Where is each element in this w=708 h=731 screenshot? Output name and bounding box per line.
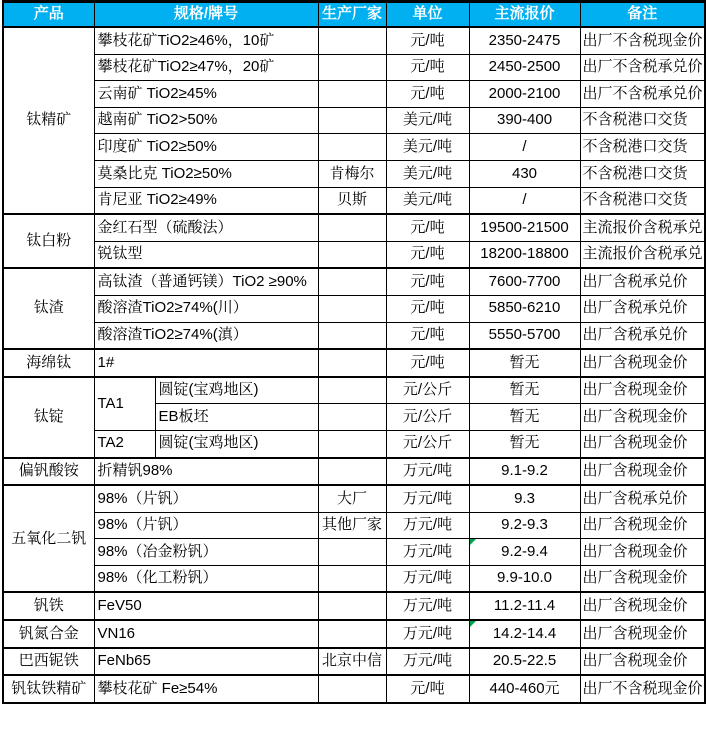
header-product (3, 2, 94, 28)
header-product-text: 产品 (33, 5, 64, 23)
unit-cell (386, 592, 469, 620)
price-cell (469, 512, 580, 539)
price-cell (469, 349, 580, 377)
note-cell-text: 出厂含税现金价 (582, 462, 688, 480)
unit-cell-text: 元/吨 (410, 299, 445, 317)
note-cell (580, 648, 705, 676)
unit-cell (386, 458, 469, 486)
spec-cell (94, 241, 318, 268)
unit-cell-text: 美元/吨 (402, 137, 453, 155)
product-cell (3, 485, 94, 592)
note-cell-text: 出厂含税现金价 (582, 434, 688, 452)
note-cell (580, 620, 705, 648)
price-cell-text: / (522, 191, 527, 209)
unit-cell (386, 160, 469, 187)
maker-cell (318, 430, 386, 457)
table-row (3, 268, 705, 295)
spec-cell (94, 214, 318, 241)
table-row (3, 565, 705, 592)
unit-cell (386, 27, 469, 54)
price-cell (469, 27, 580, 54)
table-row (3, 214, 705, 241)
spec-cell-text: 98%（片钒） (97, 489, 188, 507)
maker-cell-text: 北京中信 (322, 652, 383, 670)
note-cell-text: 出厂不含税承兑价 (582, 84, 703, 102)
note-cell (580, 295, 705, 322)
note-cell (580, 107, 705, 134)
price-cell-text: 390-400 (496, 111, 553, 129)
note-cell (580, 268, 705, 295)
unit-cell-text: 元/吨 (410, 326, 445, 344)
header-row (3, 2, 705, 28)
spec-cell (94, 27, 318, 54)
price-cell (469, 377, 580, 404)
spec-cell-text: 肯尼亚 TiO2≥49% (97, 191, 217, 209)
price-cell-text: 11.2-11.4 (493, 597, 556, 615)
maker-cell (318, 54, 386, 81)
spec-cell (94, 107, 318, 134)
note-cell-text: 出厂含税现金价 (582, 407, 688, 425)
maker-cell (318, 295, 386, 322)
price-cell-text: 9.9-10.0 (496, 569, 553, 587)
price-cell-text: 20.5-22.5 (492, 652, 557, 670)
table-row (3, 295, 705, 322)
spec-cell (155, 404, 318, 431)
grade-cell-text: TA2 (97, 434, 124, 452)
unit-cell-text: 元/吨 (410, 679, 445, 697)
unit-cell (386, 322, 469, 349)
spec-cell (94, 620, 318, 648)
note-cell (580, 241, 705, 268)
spec-cell (94, 592, 318, 620)
spec-cell-text: 攀枝花矿 Fe≥54% (97, 679, 218, 697)
price-cell (469, 241, 580, 268)
spec-cell-text: 折精钒98% (97, 462, 173, 480)
price-cell (469, 107, 580, 134)
product-cell (3, 27, 94, 214)
spec-cell (94, 539, 318, 566)
spec-cell (94, 160, 318, 187)
price-cell-text: 暂无 (509, 353, 540, 371)
grade-cell (94, 377, 155, 431)
price-cell-text: 暂无 (509, 381, 540, 399)
note-cell (580, 485, 705, 512)
note-cell-text: 不含税港口交货 (582, 111, 688, 129)
maker-cell (318, 107, 386, 134)
note-cell-text: 出厂含税现金价 (582, 353, 688, 371)
spec-cell-text: 酸溶渣TiO2≥74%(川） (97, 299, 248, 317)
note-cell-text: 出厂含税现金价 (582, 569, 688, 587)
maker-cell (318, 241, 386, 268)
spec-cell-text: EB板坯 (158, 407, 209, 425)
table-row (3, 458, 705, 486)
product-cell (3, 214, 94, 268)
note-cell (580, 512, 705, 539)
table-header (3, 2, 705, 28)
price-cell-text: 2000-2100 (488, 84, 561, 102)
unit-cell-text: 万元/吨 (402, 516, 453, 534)
spec-cell-text: 锐钛型 (97, 245, 143, 263)
product-cell-text: 海绵钛 (26, 353, 72, 371)
table-row (3, 187, 705, 214)
price-cell (469, 620, 580, 648)
product-cell-text: 钒钛铁精矿 (11, 679, 87, 697)
product-cell (3, 458, 94, 486)
table-row (3, 27, 705, 54)
product-cell-text: 钒氮合金 (18, 624, 79, 642)
maker-cell (318, 322, 386, 349)
unit-cell (386, 675, 469, 703)
note-cell-text: 出厂含税承兑价 (582, 299, 688, 317)
unit-cell (386, 214, 469, 241)
spec-cell (94, 295, 318, 322)
unit-cell (386, 268, 469, 295)
note-cell (580, 187, 705, 214)
note-cell-text: 出厂含税承兑价 (582, 326, 688, 344)
spec-cell (94, 512, 318, 539)
product-cell (3, 648, 94, 676)
price-cell (469, 458, 580, 486)
unit-cell (386, 349, 469, 377)
unit-cell-text: 元/吨 (410, 272, 445, 290)
price-cell-text: 5550-5700 (488, 326, 561, 344)
note-cell (580, 377, 705, 404)
header-note (580, 2, 705, 28)
note-cell (580, 539, 705, 566)
spec-cell-text: 98%（片钒） (97, 516, 188, 534)
maker-cell-text: 大厂 (337, 489, 368, 507)
spec-cell-text: VN16 (97, 624, 136, 642)
price-cell (469, 539, 580, 566)
unit-cell (386, 134, 469, 161)
maker-cell (318, 485, 386, 512)
table-row (3, 648, 705, 676)
note-cell (580, 134, 705, 161)
price-cell-text: 5850-6210 (488, 299, 561, 317)
product-cell-text: 巴西铌铁 (18, 652, 79, 670)
unit-cell-text: 万元/吨 (402, 624, 453, 642)
price-cell (469, 485, 580, 512)
green-flag-icon (470, 539, 476, 545)
spec-cell-text: 圆锭(宝鸡地区) (158, 381, 259, 399)
product-cell (3, 377, 94, 458)
spec-cell (94, 322, 318, 349)
note-cell-text: 主流报价含税承兑 (582, 245, 703, 263)
table-row (3, 241, 705, 268)
maker-cell (318, 592, 386, 620)
spec-cell (94, 268, 318, 295)
spec-cell-text: 攀枝花矿TiO2≥47%，20矿 (97, 58, 275, 76)
product-cell (3, 675, 94, 703)
header-price-text: 主流报价 (494, 5, 555, 23)
header-price (469, 2, 580, 28)
price-cell-text: 暂无 (509, 407, 540, 425)
price-cell (469, 295, 580, 322)
table-row (3, 322, 705, 349)
price-cell (469, 648, 580, 676)
unit-cell-text: 美元/吨 (402, 111, 453, 129)
unit-cell (386, 648, 469, 676)
header-spec-text: 规格/牌号 (173, 5, 239, 23)
unit-cell-text: 元/吨 (410, 218, 445, 236)
note-cell-text: 出厂含税现金价 (582, 381, 688, 399)
maker-cell (318, 404, 386, 431)
note-cell (580, 214, 705, 241)
product-cell-text: 钛渣 (33, 299, 64, 317)
spec-cell (94, 458, 318, 486)
note-cell (580, 458, 705, 486)
note-cell-text: 出厂含税现金价 (582, 597, 688, 615)
note-cell (580, 565, 705, 592)
unit-cell (386, 241, 469, 268)
price-cell-text: 暂无 (509, 434, 540, 452)
table-row (3, 349, 705, 377)
note-cell (580, 430, 705, 457)
price-cell-text: 7600-7700 (488, 272, 561, 290)
spec-cell (94, 54, 318, 81)
note-cell-text: 出厂含税承兑价 (582, 489, 688, 507)
maker-cell (318, 539, 386, 566)
unit-cell-text: 万元/吨 (402, 542, 453, 560)
note-cell (580, 81, 705, 108)
unit-cell-text: 元/公斤 (402, 381, 453, 399)
table-row (3, 160, 705, 187)
price-cell (469, 565, 580, 592)
price-cell-text: 9.2-9.4 (501, 542, 548, 560)
unit-cell (386, 430, 469, 457)
price-cell-text: 9.1-9.2 (501, 462, 548, 480)
maker-cell (318, 81, 386, 108)
note-cell-text: 出厂含税现金价 (582, 516, 688, 534)
maker-cell (318, 27, 386, 54)
unit-cell (386, 377, 469, 404)
product-cell-text: 钒铁 (33, 597, 64, 615)
spec-cell-text: 1# (97, 353, 115, 371)
unit-cell-text: 元/吨 (410, 84, 445, 102)
spec-cell-text: 高钛渣（普通钙镁）TiO2 ≥90% (97, 272, 307, 290)
maker-cell (318, 648, 386, 676)
note-cell-text: 出厂不含税现金价 (582, 679, 703, 697)
table-row (3, 592, 705, 620)
unit-cell-text: 元/吨 (410, 353, 445, 371)
price-cell (469, 134, 580, 161)
unit-cell (386, 187, 469, 214)
price-cell-text: 430 (512, 164, 538, 182)
note-cell-text: 出厂含税现金价 (582, 652, 688, 670)
note-cell (580, 675, 705, 703)
product-cell-text: 钛精矿 (26, 111, 72, 129)
price-cell-text: 19500-21500 (480, 218, 569, 236)
price-cell-text: 2450-2500 (488, 58, 561, 76)
spec-cell (94, 648, 318, 676)
product-cell-text: 钛白粉 (26, 232, 72, 249)
table-row (3, 134, 705, 161)
note-cell-text: 不含税港口交货 (582, 164, 688, 182)
table-row (3, 675, 705, 703)
note-cell-text: 主流报价含税承兑 (582, 218, 703, 236)
price-cell (469, 430, 580, 457)
unit-cell (386, 295, 469, 322)
maker-cell (318, 512, 386, 539)
spec-cell-text: 酸溶渣TiO2≥74%(滇） (97, 326, 248, 344)
table-row (3, 54, 705, 81)
header-note-text: 备注 (627, 5, 658, 23)
unit-cell-text: 万元/吨 (402, 569, 453, 587)
product-cell-text: 五氧化二钒 (11, 529, 87, 547)
maker-cell-text: 贝斯 (337, 191, 368, 209)
spec-cell (155, 430, 318, 457)
unit-cell-text: 万元/吨 (402, 597, 453, 615)
spec-cell-text: 云南矿 TiO2≥45% (97, 84, 217, 102)
table-row (3, 377, 705, 404)
unit-cell-text: 美元/吨 (402, 191, 453, 209)
spec-cell (94, 349, 318, 377)
price-cell-text: / (522, 137, 527, 155)
spec-cell (94, 485, 318, 512)
product-cell (3, 620, 94, 648)
unit-cell (386, 404, 469, 431)
price-cell (469, 81, 580, 108)
unit-cell (386, 512, 469, 539)
unit-cell (386, 485, 469, 512)
header-unit-text: 单位 (412, 5, 443, 23)
table-row (3, 485, 705, 512)
unit-cell (386, 565, 469, 592)
maker-cell (318, 377, 386, 404)
unit-cell-text: 元/吨 (410, 245, 445, 263)
unit-cell-text: 元/公斤 (402, 407, 453, 425)
unit-cell-text: 万元/吨 (402, 652, 453, 670)
price-cell (469, 54, 580, 81)
product-cell (3, 268, 94, 349)
note-cell (580, 27, 705, 54)
spec-cell-text: 98%（冶金粉钒） (97, 542, 218, 560)
header-unit (386, 2, 469, 28)
spec-cell (94, 81, 318, 108)
maker-cell (318, 214, 386, 241)
table-body (3, 27, 705, 703)
note-cell-text: 出厂含税承兑价 (582, 272, 688, 290)
unit-cell-text: 元/公斤 (402, 434, 453, 452)
spec-cell (94, 187, 318, 214)
product-cell (3, 349, 94, 377)
unit-cell-text: 万元/吨 (402, 462, 453, 480)
spec-cell-text: FeNb65 (97, 652, 151, 670)
note-cell (580, 322, 705, 349)
price-cell-text: 2350-2475 (488, 31, 561, 49)
price-cell (469, 187, 580, 214)
table-row (3, 81, 705, 108)
spec-cell (94, 134, 318, 161)
maker-cell (318, 458, 386, 486)
unit-cell-text: 元/吨 (410, 58, 445, 76)
spec-cell (155, 377, 318, 404)
product-cell-text: 偏钒酸铵 (18, 462, 79, 480)
price-cell (469, 160, 580, 187)
price-cell (469, 214, 580, 241)
maker-cell (318, 620, 386, 648)
green-flag-icon (470, 621, 476, 627)
maker-cell (318, 187, 386, 214)
price-cell-text: 9.2-9.3 (501, 516, 548, 534)
price-cell (469, 404, 580, 431)
spec-cell-text: 莫桑比克 TiO2≥50% (97, 164, 232, 182)
note-cell (580, 349, 705, 377)
spec-cell-text: 金红石型（硫酸法） (97, 218, 233, 236)
maker-cell (318, 160, 386, 187)
note-cell-text: 出厂不含税承兑价 (582, 58, 703, 76)
header-spec (94, 2, 318, 28)
header-maker-text: 生产厂家 (322, 5, 383, 23)
table-row (3, 107, 705, 134)
price-cell-text: 18200-18800 (480, 245, 569, 263)
maker-cell (318, 675, 386, 703)
grade-cell-text: TA1 (97, 394, 124, 412)
unit-cell-text: 美元/吨 (402, 164, 453, 182)
spec-cell (94, 565, 318, 592)
maker-cell (318, 565, 386, 592)
spec-cell (94, 675, 318, 703)
spec-cell-text: 越南矿 TiO2>50% (97, 111, 218, 129)
product-cell (3, 592, 94, 620)
table-row (3, 539, 705, 566)
note-cell (580, 404, 705, 431)
unit-cell (386, 539, 469, 566)
price-cell (469, 592, 580, 620)
product-cell-text: 钛锭 (33, 407, 64, 425)
note-cell (580, 160, 705, 187)
note-cell-text: 不含税港口交货 (582, 191, 688, 209)
spec-cell-text: 98%（化工粉钒） (97, 569, 218, 587)
note-cell-text: 出厂含税现金价 (582, 542, 688, 560)
price-cell-text: 440-460元 (489, 679, 560, 697)
maker-cell-text: 其他厂家 (322, 516, 383, 534)
table-row (3, 620, 705, 648)
note-cell (580, 592, 705, 620)
price-cell (469, 675, 580, 703)
spec-cell-text: 圆锭(宝鸡地区) (158, 434, 259, 452)
note-cell-text: 出厂含税现金价 (582, 624, 688, 642)
spec-cell-text: 印度矿 TiO2≥50% (97, 137, 217, 155)
maker-cell (318, 268, 386, 295)
header-maker (318, 2, 386, 28)
table-row (3, 512, 705, 539)
maker-cell-text: 肯梅尔 (329, 164, 375, 182)
note-cell-text: 出厂不含税现金价 (582, 31, 703, 49)
table-row (3, 430, 705, 457)
maker-cell (318, 134, 386, 161)
unit-cell-text: 元/吨 (410, 31, 445, 49)
unit-cell (386, 54, 469, 81)
price-cell-text: 14.2-14.4 (492, 624, 557, 642)
price-table (2, 0, 706, 704)
unit-cell (386, 620, 469, 648)
maker-cell (318, 349, 386, 377)
spec-cell-text: 攀枝花矿TiO2≥46%，10矿 (97, 31, 275, 49)
note-cell-text: 不含税港口交货 (582, 137, 688, 155)
unit-cell (386, 107, 469, 134)
price-cell (469, 322, 580, 349)
unit-cell (386, 81, 469, 108)
spec-cell-text: FeV50 (97, 597, 142, 615)
price-cell (469, 268, 580, 295)
unit-cell-text: 万元/吨 (402, 489, 453, 507)
note-cell (580, 54, 705, 81)
grade-cell (94, 430, 155, 457)
price-cell-text: 9.3 (514, 489, 535, 507)
